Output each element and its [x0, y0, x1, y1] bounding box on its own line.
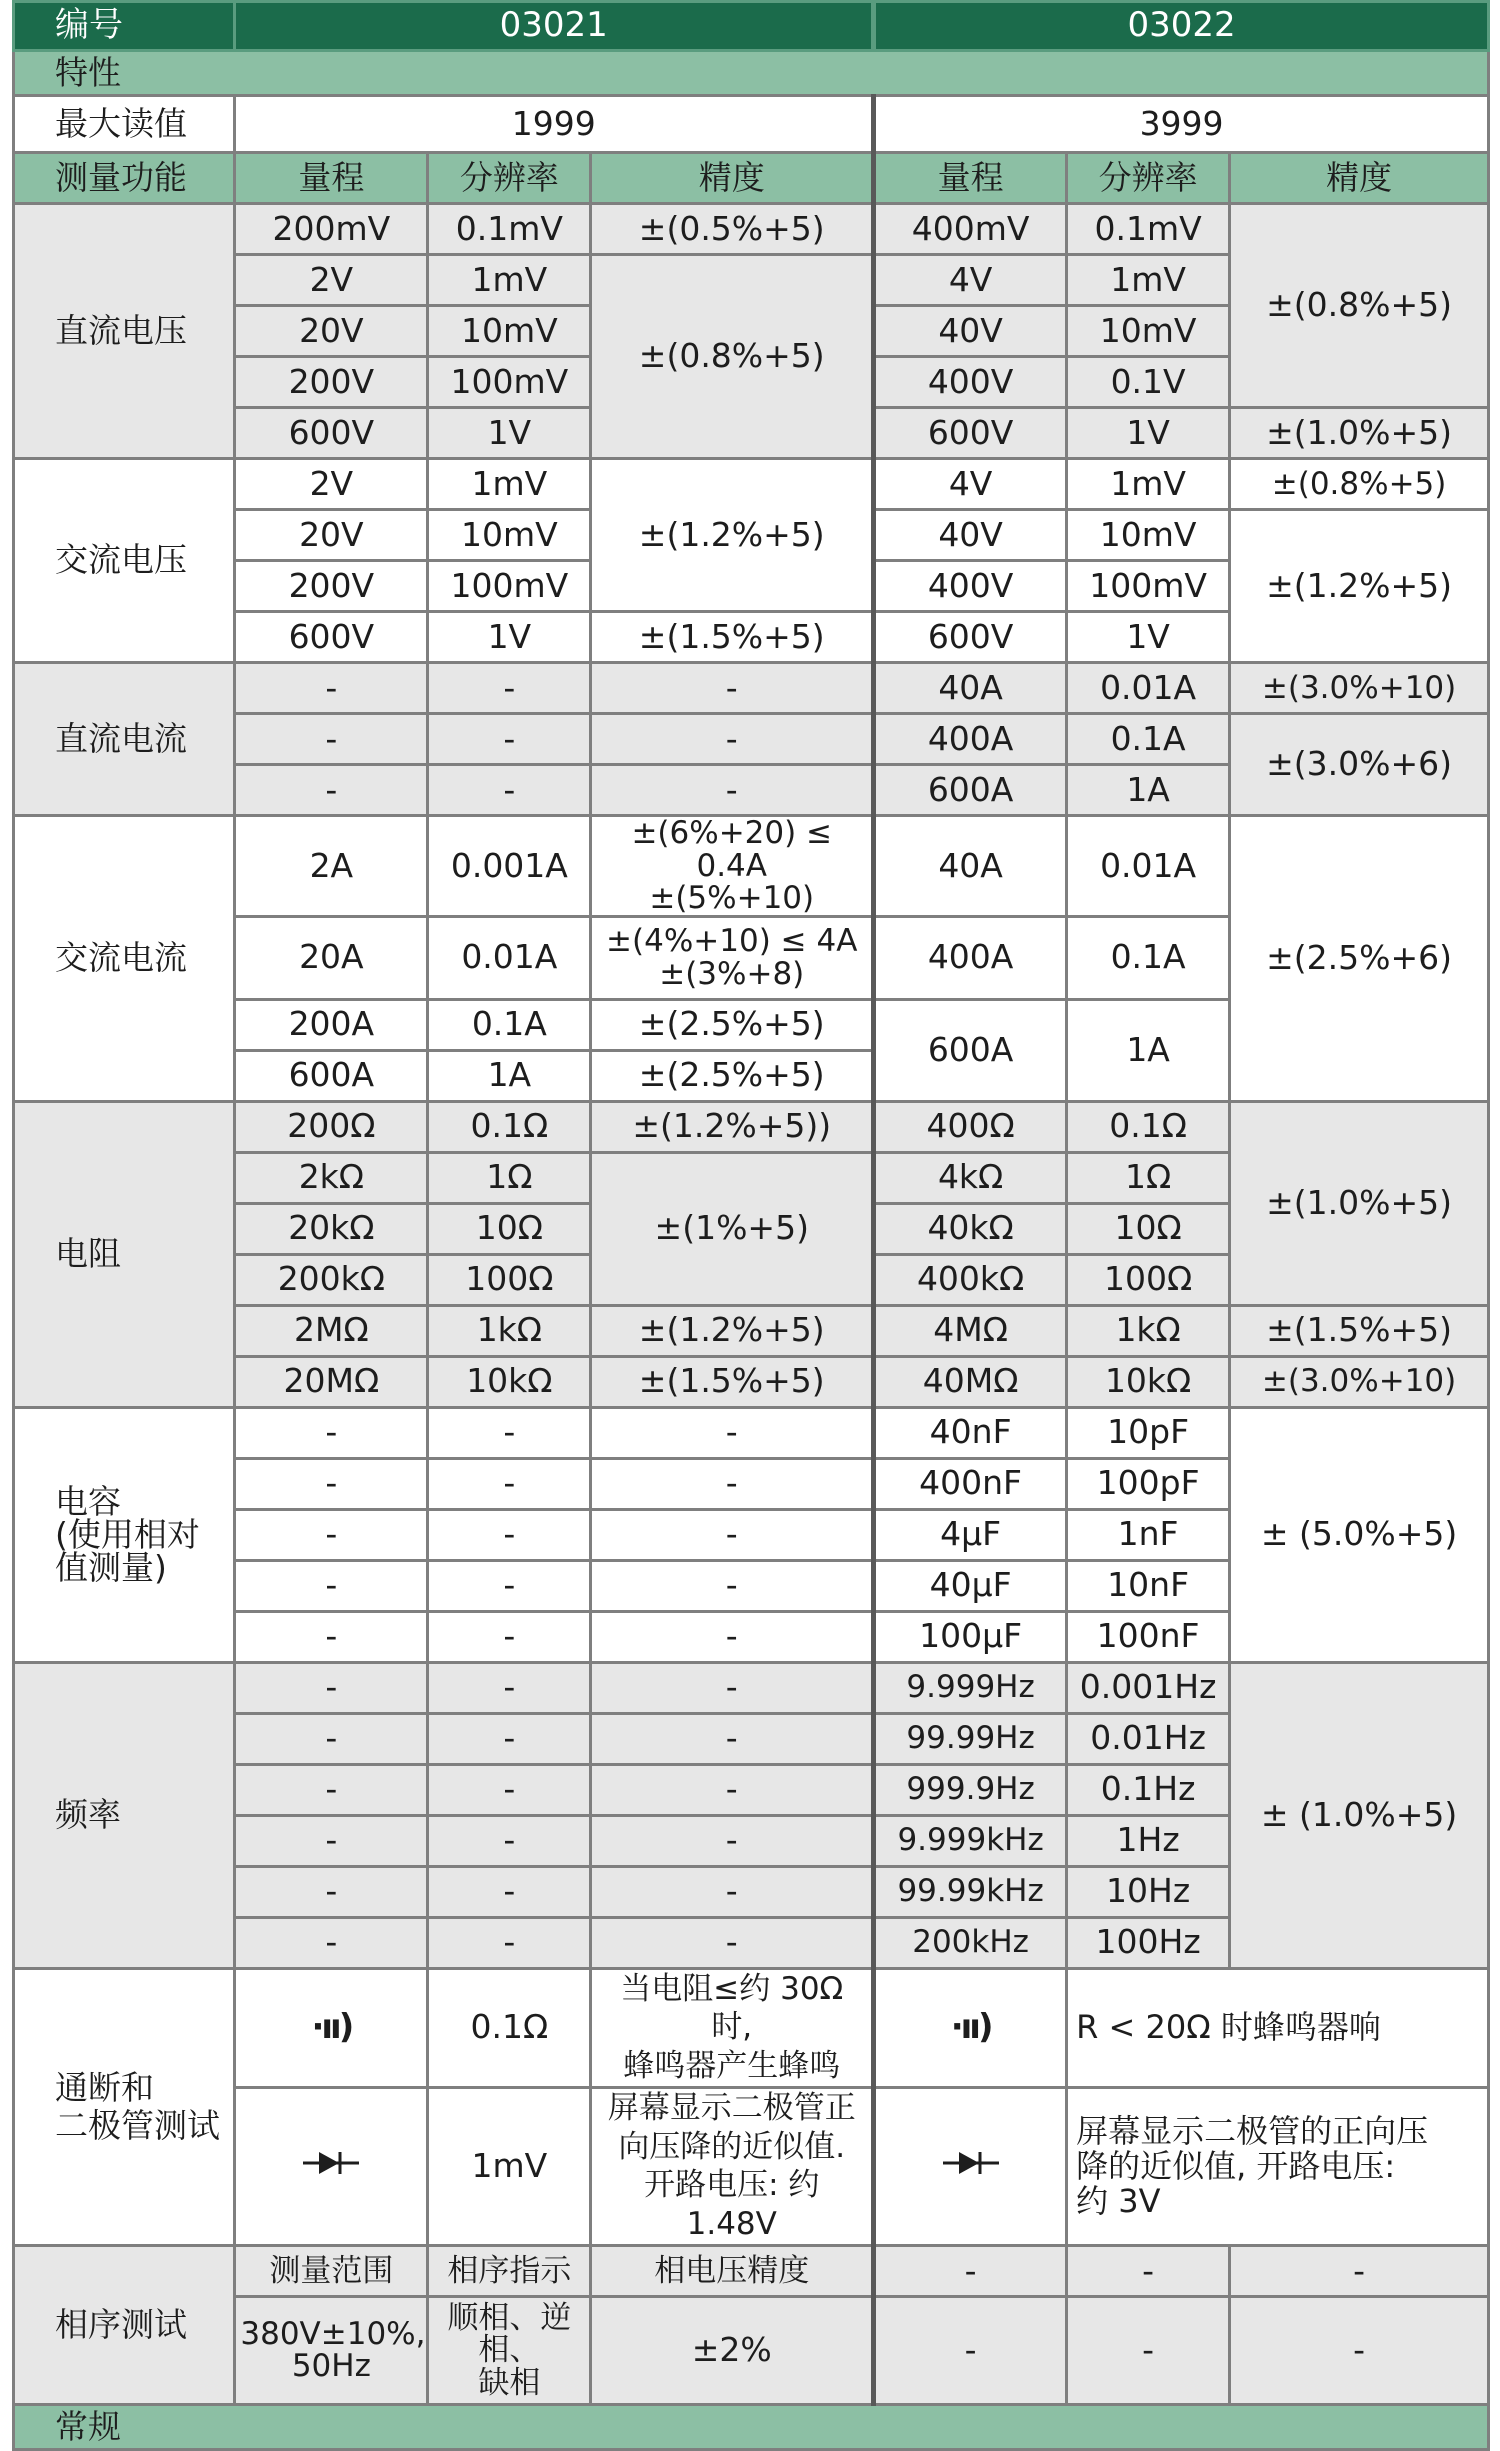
table-cell: 2V	[235, 255, 428, 306]
table-cell: -	[235, 1407, 428, 1458]
col-acc-b: 精度	[1230, 153, 1489, 204]
col-range-b: 量程	[874, 153, 1067, 204]
table-cell: 20kΩ	[235, 1203, 428, 1254]
col-res-a: 分辨率	[428, 153, 591, 204]
buzzer-icon: ·ıı)	[235, 1968, 428, 2087]
table-cell: 1V	[1067, 612, 1230, 663]
table-cell: -	[428, 1509, 591, 1560]
table-cell: 0.001Hz	[1067, 1662, 1230, 1713]
table-cell: -	[428, 1713, 591, 1764]
table-cell: ±(4%+10) ≤ 4A ±(3%+8)	[591, 916, 874, 999]
table-cell: ±(1.2%+5)	[591, 1305, 874, 1356]
table-cell: 测量范围	[235, 2245, 428, 2296]
table-row	[14, 204, 1489, 255]
table-cell: -	[591, 1815, 874, 1866]
table-cell: 屏幕显示二极管的正向压 降的近似值, 开路电压: 约 3V	[1067, 2087, 1489, 2245]
table-cell: 屏幕显示二极管正 向压降的近似值. 开路电压: 约 1.48V	[591, 2087, 874, 2245]
table-cell: -	[591, 1407, 874, 1458]
table-row	[14, 1305, 1489, 1356]
table-cell: 400A	[874, 714, 1067, 765]
table-cell: -	[1067, 2296, 1230, 2404]
table-cell: 600A	[874, 765, 1067, 816]
table-row	[14, 459, 1489, 510]
table-row	[14, 1662, 1489, 1713]
table-cell: 999.9Hz	[874, 1764, 1067, 1815]
table-row	[14, 1968, 1489, 2087]
table-cell: -	[591, 1509, 874, 1560]
table-cell: ±(0.8%+5)	[1230, 204, 1489, 408]
table-cell: 4MΩ	[874, 1305, 1067, 1356]
aca-label: 交流电流	[14, 816, 235, 1102]
table-cell: 1V	[428, 612, 591, 663]
table-cell: 1mV	[1067, 255, 1230, 306]
cont-label: 通断和 二极管测试	[14, 1968, 235, 2245]
table-cell: ±(2.5%+5)	[591, 999, 874, 1050]
table-cell: 10mV	[428, 306, 591, 357]
table-cell: ±(1%+5)	[591, 1152, 874, 1305]
table-cell: 0.1Ω	[1067, 1101, 1230, 1152]
table-cell: 200V	[235, 357, 428, 408]
col-res-b: 分辨率	[1067, 153, 1230, 204]
table-cell: 10Ω	[1067, 1203, 1230, 1254]
table-cell: 1mV	[428, 255, 591, 306]
table-cell: ±(2.5%+6)	[1230, 816, 1489, 1102]
table-cell: -	[235, 1815, 428, 1866]
table-cell: 100mV	[1067, 561, 1230, 612]
table-cell: 1mV	[428, 459, 591, 510]
max-reading-b: 3999	[874, 96, 1489, 153]
table-cell: 10pF	[1067, 1407, 1230, 1458]
table-cell: 10mV	[1067, 510, 1230, 561]
section-traits-row	[14, 51, 1489, 96]
table-cell: -	[428, 1662, 591, 1713]
table-cell: 20A	[235, 916, 428, 999]
table-row	[14, 2087, 1489, 2245]
max-reading-row	[14, 96, 1489, 153]
table-row	[14, 1407, 1489, 1458]
table-cell: 1kΩ	[428, 1305, 591, 1356]
table-cell: 0.1Ω	[428, 1968, 591, 2087]
table-cell: -	[235, 1713, 428, 1764]
table-cell: 40MΩ	[874, 1356, 1067, 1407]
table-cell: 2A	[235, 816, 428, 917]
table-cell: ±(1.2%+5)	[591, 459, 874, 612]
table-cell: 600V	[874, 408, 1067, 459]
table-cell: 9.999Hz	[874, 1662, 1067, 1713]
table-cell: 99.99Hz	[874, 1713, 1067, 1764]
table-cell: 1Ω	[1067, 1152, 1230, 1203]
table-cell: -	[591, 1917, 874, 1968]
acv-label: 交流电压	[14, 459, 235, 663]
table-cell: -	[874, 2296, 1067, 2404]
table-cell: 4V	[874, 255, 1067, 306]
table-cell: 0.1mV	[1067, 204, 1230, 255]
table-cell: 200V	[235, 561, 428, 612]
table-cell: -	[591, 1560, 874, 1611]
col-range-a: 量程	[235, 153, 428, 204]
table-cell: 600V	[235, 408, 428, 459]
table-cell: -	[235, 1509, 428, 1560]
table-cell: 2kΩ	[235, 1152, 428, 1203]
table-cell: 1V	[428, 408, 591, 459]
table-cell: 600A	[874, 999, 1067, 1101]
diode-icon	[874, 2087, 1067, 2245]
table-cell: -	[235, 1458, 428, 1509]
table-cell: 600V	[235, 612, 428, 663]
table-cell: 40μF	[874, 1560, 1067, 1611]
table-cell: 100Hz	[1067, 1917, 1230, 1968]
table-cell: 0.001A	[428, 816, 591, 917]
table-cell: ±(1.2%+5)	[1230, 510, 1489, 663]
table-cell: 当电阻≤约 30Ω 时, 蜂鸣器产生蜂鸣	[591, 1968, 874, 2087]
table-cell: -	[591, 663, 874, 714]
table-cell: 10kΩ	[428, 1356, 591, 1407]
model-a-title: 03021	[235, 2, 874, 51]
table-cell: -	[235, 1611, 428, 1662]
table-cell: -	[235, 1764, 428, 1815]
table-cell: -	[591, 1866, 874, 1917]
table-cell: 400nF	[874, 1458, 1067, 1509]
table-cell: 1A	[1067, 765, 1230, 816]
table-cell: 100mV	[428, 357, 591, 408]
table-cell: ±(3.0%+10)	[1230, 1356, 1489, 1407]
table-cell: 200mV	[235, 204, 428, 255]
table-cell: 100Ω	[428, 1254, 591, 1305]
table-cell: 400V	[874, 561, 1067, 612]
phase-label: 相序测试	[14, 2245, 235, 2404]
table-cell: -	[428, 1458, 591, 1509]
table-cell: 0.01A	[428, 916, 591, 999]
table-row	[14, 714, 1489, 765]
table-cell: 1nF	[1067, 1509, 1230, 1560]
table-row	[14, 663, 1489, 714]
table-cell: -	[1230, 2296, 1489, 2404]
table-cell: -	[235, 1866, 428, 1917]
table-cell: -	[428, 1764, 591, 1815]
table-cell: -	[428, 765, 591, 816]
table-cell: 100nF	[1067, 1611, 1230, 1662]
table-cell: 1kΩ	[1067, 1305, 1230, 1356]
res-label: 电阻	[14, 1101, 235, 1407]
table-cell: 1mV	[428, 2087, 591, 2245]
section-traits: 特性	[14, 51, 1489, 96]
table-cell: -	[235, 1560, 428, 1611]
table-row	[14, 2296, 1489, 2404]
table-cell: ±(0.8%+5)	[1230, 459, 1489, 510]
table-cell: -	[235, 663, 428, 714]
spec-table	[12, 0, 1490, 2451]
table-cell: ±(1.0%+5)	[1230, 408, 1489, 459]
table-cell: 相序指示	[428, 2245, 591, 2296]
table-cell: 100Ω	[1067, 1254, 1230, 1305]
table-cell: 20MΩ	[235, 1356, 428, 1407]
table-cell: 0.01A	[1067, 816, 1230, 917]
table-cell: 1V	[1067, 408, 1230, 459]
table-cell: 40V	[874, 306, 1067, 357]
table-cell: -	[235, 714, 428, 765]
table-cell: ±(2.5%+5)	[591, 1050, 874, 1101]
table-cell: 0.1A	[428, 999, 591, 1050]
table-cell: 40V	[874, 510, 1067, 561]
table-cell: 0.01Hz	[1067, 1713, 1230, 1764]
table-cell: ±(6%+20) ≤ 0.4A ±(5%+10)	[591, 816, 874, 917]
freq-label: 频率	[14, 1662, 235, 1968]
table-cell: -	[591, 765, 874, 816]
table-cell: ±(3.0%+6)	[1230, 714, 1489, 816]
table-cell: 1Hz	[1067, 1815, 1230, 1866]
table-cell: ±(3.0%+10)	[1230, 663, 1489, 714]
max-reading-label: 最大读值	[14, 96, 235, 153]
table-cell: -	[428, 1560, 591, 1611]
table-cell: ± (5.0%+5)	[1230, 1407, 1489, 1662]
table-row	[14, 2245, 1489, 2296]
table-cell: 400A	[874, 916, 1067, 999]
table-cell: 200Ω	[235, 1101, 428, 1152]
table-cell: -	[428, 714, 591, 765]
table-cell: R < 20Ω 时蜂鸣器响	[1067, 1968, 1489, 2087]
header-label: 编号	[14, 2, 235, 51]
table-cell: 0.1Hz	[1067, 1764, 1230, 1815]
table-cell: 400mV	[874, 204, 1067, 255]
table-cell: ±(1.2%+5))	[591, 1101, 874, 1152]
table-cell: 0.01A	[1067, 663, 1230, 714]
table-cell: 1mV	[1067, 459, 1230, 510]
table-cell: 600A	[235, 1050, 428, 1101]
table-cell: 380V±10%, 50Hz	[235, 2296, 428, 2404]
table-cell: 400kΩ	[874, 1254, 1067, 1305]
diode-icon	[235, 2087, 428, 2245]
table-cell: -	[591, 714, 874, 765]
table-cell: ±2%	[591, 2296, 874, 2404]
table-cell: 相电压精度	[591, 2245, 874, 2296]
table-cell: -	[428, 1611, 591, 1662]
dca-label: 直流电流	[14, 663, 235, 816]
table-cell: -	[591, 1713, 874, 1764]
cap-label: 电容 (使用相对 值测量)	[14, 1407, 235, 1662]
table-cell: 40A	[874, 663, 1067, 714]
table-cell: 0.1A	[1067, 916, 1230, 999]
section-general-row	[14, 2404, 1489, 2449]
header-row	[14, 2, 1489, 51]
table-cell: 20V	[235, 306, 428, 357]
section-general: 常规	[14, 2404, 1489, 2449]
table-cell: 40nF	[874, 1407, 1067, 1458]
col-acc-a: 精度	[591, 153, 874, 204]
table-cell: -	[235, 1662, 428, 1713]
table-cell: 1Ω	[428, 1152, 591, 1203]
table-cell: 4V	[874, 459, 1067, 510]
table-cell: ±(0.5%+5)	[591, 204, 874, 255]
table-cell: 40kΩ	[874, 1203, 1067, 1254]
table-cell: -	[591, 1764, 874, 1815]
table-cell: -	[428, 1917, 591, 1968]
table-cell: -	[591, 1611, 874, 1662]
table-cell: 10mV	[1067, 306, 1230, 357]
table-cell: 100pF	[1067, 1458, 1230, 1509]
max-reading-a: 1999	[235, 96, 874, 153]
table-cell: 200kHz	[874, 1917, 1067, 1968]
table-cell: -	[591, 1458, 874, 1509]
col-func: 测量功能	[14, 153, 235, 204]
table-cell: 100mV	[428, 561, 591, 612]
table-cell: 10mV	[428, 510, 591, 561]
table-row	[14, 1356, 1489, 1407]
model-b-title: 03022	[874, 2, 1489, 51]
table-cell: 顺相、逆相、 缺相	[428, 2296, 591, 2404]
table-cell: 9.999kHz	[874, 1815, 1067, 1866]
table-cell: -	[428, 1407, 591, 1458]
table-cell: 99.99kHz	[874, 1866, 1067, 1917]
table-cell: ± (1.0%+5)	[1230, 1662, 1489, 1968]
table-cell: -	[428, 663, 591, 714]
table-cell: 20V	[235, 510, 428, 561]
table-cell: ±(1.5%+5)	[591, 1356, 874, 1407]
table-cell: 4μF	[874, 1509, 1067, 1560]
table-cell: 40A	[874, 816, 1067, 917]
table-cell: 2V	[235, 459, 428, 510]
table-cell: 0.1V	[1067, 357, 1230, 408]
table-cell: -	[235, 1917, 428, 1968]
table-cell: -	[874, 2245, 1067, 2296]
table-cell: 10Hz	[1067, 1866, 1230, 1917]
table-cell: 10Ω	[428, 1203, 591, 1254]
table-cell: 2MΩ	[235, 1305, 428, 1356]
table-cell: ±(1.5%+5)	[1230, 1305, 1489, 1356]
table-cell: -	[428, 1815, 591, 1866]
table-cell: ±(1.5%+5)	[591, 612, 874, 663]
table-cell: 400V	[874, 357, 1067, 408]
table-cell: 10nF	[1067, 1560, 1230, 1611]
table-cell: 400Ω	[874, 1101, 1067, 1152]
table-row	[14, 816, 1489, 917]
table-cell: 200kΩ	[235, 1254, 428, 1305]
table-cell: -	[428, 1866, 591, 1917]
table-cell: -	[1067, 2245, 1230, 2296]
table-cell: 1A	[428, 1050, 591, 1101]
table-cell: 0.1Ω	[428, 1101, 591, 1152]
table-cell: -	[1230, 2245, 1489, 2296]
table-row	[14, 1101, 1489, 1152]
table-cell: 200A	[235, 999, 428, 1050]
table-cell: 0.1mV	[428, 204, 591, 255]
dcv-label: 直流电压	[14, 204, 235, 459]
table-cell: -	[591, 1662, 874, 1713]
table-cell: ±(0.8%+5)	[591, 255, 874, 459]
table-cell: ±(1.0%+5)	[1230, 1101, 1489, 1305]
table-cell: 10kΩ	[1067, 1356, 1230, 1407]
table-cell: 600V	[874, 612, 1067, 663]
table-cell: 100μF	[874, 1611, 1067, 1662]
table-cell: 1A	[1067, 999, 1230, 1101]
table-cell: 4kΩ	[874, 1152, 1067, 1203]
table-cell: -	[235, 765, 428, 816]
buzzer-icon: ·ıı)	[874, 1968, 1067, 2087]
column-header-row	[14, 153, 1489, 204]
spec-sheet	[12, 0, 1490, 2446]
table-cell: 0.1A	[1067, 714, 1230, 765]
